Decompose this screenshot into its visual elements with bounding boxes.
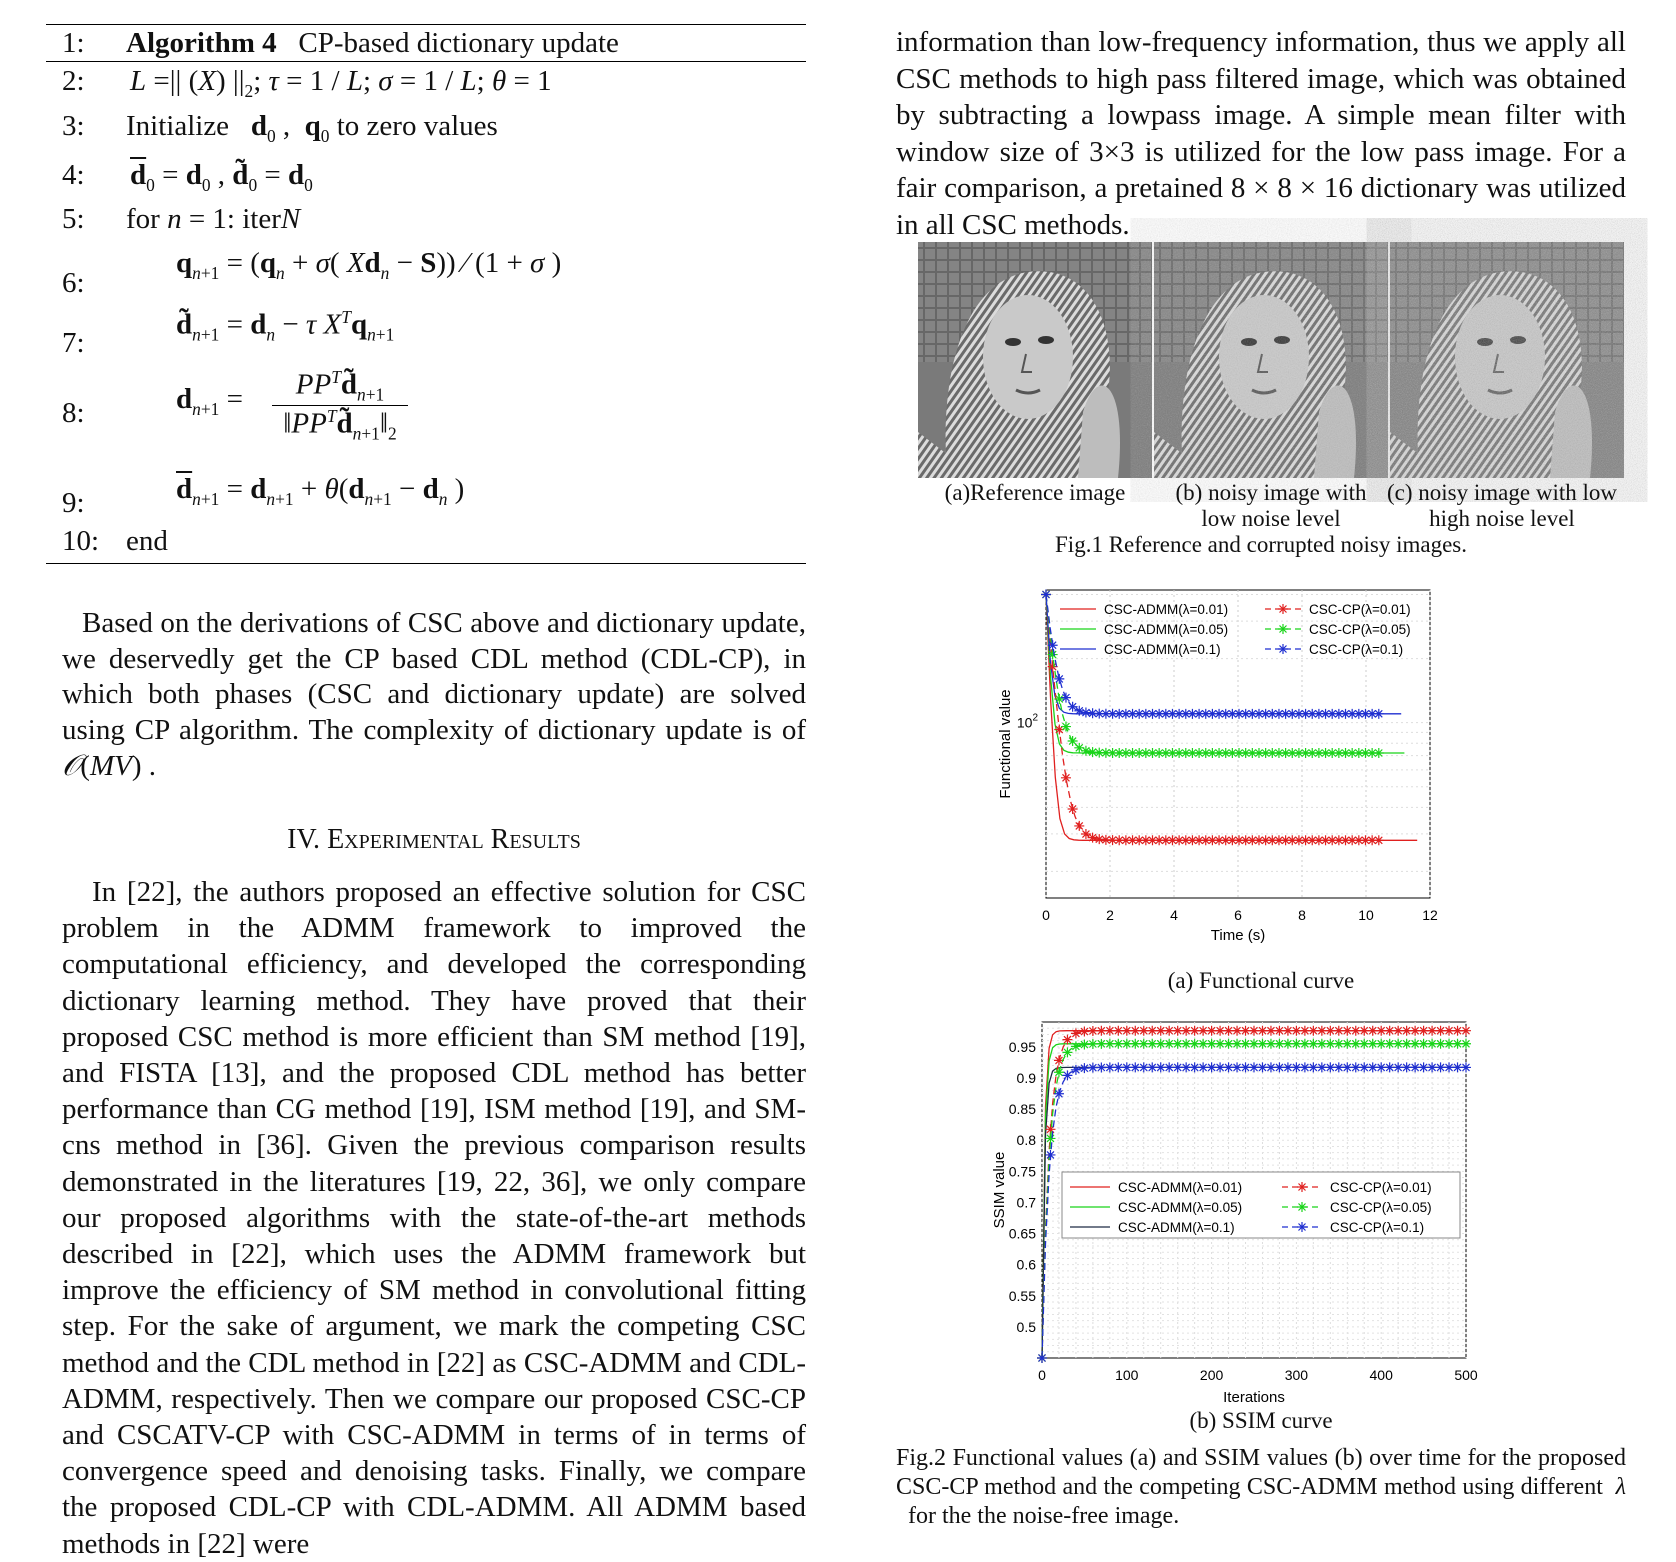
- legend-label: CSC-CP(λ=0.01): [1330, 1180, 1432, 1195]
- equation: $q_{n+1} = (q_n + \sigma$( $Xd_n - S$)) ∕ (1 + σ ): [176, 247, 562, 283]
- x-tick-label: 100: [1115, 1367, 1139, 1383]
- y-tick-label: 0.5: [1016, 1318, 1036, 1335]
- legend-marker: [1297, 1182, 1307, 1192]
- subcaption-line: (c) noisy image with low: [1387, 480, 1617, 505]
- legend-marker: [1278, 644, 1288, 654]
- legend-marker: [1297, 1202, 1307, 1212]
- algorithm-line-10: [46, 525, 806, 561]
- caption-text: Fig.2 Functional values (a) and SSIM values (b) over time for the proposed CSC-CP method and the competing CSC-ADMM method using different: [896, 1445, 1626, 1500]
- legend-label: CSC-ADMM(λ=0.1): [1118, 1220, 1235, 1235]
- noisy-image-high-graphic: [1390, 242, 1624, 478]
- series-marker: [1037, 1353, 1047, 1363]
- algorithm-line-3: 3: Initialize $d_0$ , $q_0$ to zero values: [62, 110, 498, 146]
- line-number: 1:: [62, 27, 85, 59]
- y-tick-exponent: 2: [1032, 712, 1038, 724]
- x-tick-label: 0: [1038, 1367, 1046, 1383]
- subcaption-line: (a)Reference image: [944, 480, 1126, 505]
- section-heading: [62, 824, 806, 856]
- x-tick-label: 4: [1170, 907, 1178, 923]
- y-tick-label: 0.55: [1008, 1287, 1036, 1304]
- zero-text: to zero values: [336, 110, 498, 142]
- legend-label: CSC-CP(λ=0.05): [1330, 1200, 1432, 1215]
- algorithm-title: [126, 25, 619, 61]
- end-keyword: end: [126, 525, 168, 557]
- noisy-image-high: [1390, 242, 1624, 478]
- subcaption-ssim: (b) SSIM curve: [1189, 1408, 1333, 1433]
- paragraph-highpass: information than low-frequency information, thus we apply all CSC methods to high pass filtered image, which was obtained by subtracting a lowpass image. A simple mean filter with window size of 3×3 is utilized for the low pass image. For a fair comparison, a pretained 8 × 8 × 16 dictionary was utilized in all CSC methods.: [896, 26, 1626, 241]
- x-tick-label: 2: [1106, 907, 1114, 923]
- x-tick-label: 200: [1199, 1367, 1224, 1383]
- x-tick-label: 10: [1358, 907, 1374, 923]
- y-tick-label: 0.7: [1016, 1194, 1036, 1211]
- legend-marker: [1278, 624, 1288, 634]
- y-tick-label: 0.75: [1008, 1163, 1036, 1180]
- section-title: Experimental Results: [327, 824, 581, 855]
- paragraph-text: Based on the derivations of CSC above and dictionary update, we deservedly get the CP based CDL method (CDL-CP), in which both phases (CSC and dictionary update) are solved using CP algorithm. The complexity of dictionary update is of: [62, 607, 806, 746]
- y-tick-label: 0.95: [1008, 1038, 1036, 1055]
- algorithm-line-8: [46, 367, 806, 463]
- algorithm-label: Algorithm 4: [126, 27, 277, 59]
- algorithm-line-9: [46, 473, 806, 523]
- line-number: 9:: [62, 487, 85, 519]
- algorithm-header: [46, 25, 806, 62]
- legend-marker: [1297, 1222, 1307, 1232]
- algorithm-line-4: [46, 159, 806, 195]
- fraction: $PP^Td̃_{n+1}$ $‖PP^Td̃_{n+1}‖_2$: [272, 367, 408, 445]
- subcaption-functional: (a) Functional curve: [1167, 968, 1355, 993]
- legend-label: CSC-ADMM(λ=0.01): [1118, 1180, 1243, 1195]
- subcaption-b: [1154, 480, 1388, 532]
- y-tick-label: [1017, 713, 1039, 731]
- reference-image-graphic: [918, 242, 1152, 478]
- x-axis-label: Time (s): [1210, 927, 1266, 944]
- y-tick-label: 0.85: [1008, 1101, 1036, 1118]
- x-tick-label: 0: [1042, 907, 1050, 923]
- legend-label: CSC-ADMM(λ=0.05): [1104, 622, 1229, 637]
- line-number: 7:: [62, 327, 85, 359]
- subcaption-a: [918, 480, 1152, 506]
- y-tick-label: 0.9: [1016, 1070, 1036, 1086]
- subcaption-line: high noise level: [1429, 506, 1575, 531]
- subcaption-c: [1378, 480, 1626, 532]
- paragraph-cdl-cp: Based on the derivations of CSC above and dictionary update, we deservedly get the CP based CDL method (CDL-CP), in which both phases (CSC and dictionary update) are solved using CP algorithm. The complexity of dictionary update is of 𝒪(MV) .: [62, 607, 806, 782]
- equation: $d̃_{n+1} = d_n - \tau$ $X^Tq_{n+1}$: [176, 307, 395, 345]
- line-number: 3:: [62, 110, 85, 142]
- x-tick-label: 12: [1422, 907, 1438, 923]
- y-tick-label: 0.6: [1016, 1256, 1036, 1273]
- caption-text-end: for the the noise-free image.: [908, 1503, 1180, 1529]
- line-number: 10:: [62, 525, 100, 557]
- initialize-text: Initialize: [126, 110, 230, 142]
- algorithm-name: CP-based dictionary update: [298, 27, 619, 59]
- y-axis-label: SSIM value: [991, 1151, 1008, 1229]
- subcaption-line: low noise level: [1201, 506, 1341, 531]
- legend-label: CSC-ADMM(λ=0.1): [1104, 642, 1221, 657]
- x-axis-label: Iterations: [1223, 1389, 1285, 1406]
- x-tick-label: 400: [1369, 1367, 1393, 1383]
- functional-value-chart: [992, 582, 1512, 944]
- figure-1-caption: Fig.1 Reference and corrupted noisy images.: [1055, 532, 1467, 557]
- subcaption-line: (b) noisy image with: [1175, 480, 1367, 505]
- x-tick-label: 300: [1284, 1367, 1309, 1383]
- algorithm-box: [46, 24, 806, 564]
- y-axis-label: Functional value: [997, 689, 1014, 799]
- x-tick-label: 8: [1298, 907, 1306, 923]
- algorithm-line-2: [46, 65, 806, 101]
- legend-label: CSC-CP(λ=0.05): [1309, 622, 1411, 637]
- noisy-image-low: [1154, 242, 1388, 478]
- line-number: 8:: [62, 397, 85, 429]
- algorithm-line-6: [46, 247, 806, 303]
- legend-label: CSC-CP(λ=0.1): [1309, 642, 1404, 657]
- line-number: 2:: [62, 65, 85, 97]
- equation: $\overline{d}_{n+1} = d_{n+1} + \theta(d_{n+1} - d_n$ ): [176, 473, 465, 509]
- figure-2-caption: Fig.2 Functional values (a) and SSIM values (b) over time for the proposed CSC-CP method and the competing CSC-ADMM method using different λ for the the noise-free image.: [896, 1445, 1627, 1529]
- y-tick-label: 0.8: [1016, 1132, 1036, 1149]
- x-tick-label: 500: [1454, 1367, 1478, 1383]
- legend-label: CSC-CP(λ=0.01): [1309, 602, 1411, 617]
- equation: L =|| (X) $||_2$; τ = 1 / L; σ = 1 / L; θ = 1: [130, 65, 552, 101]
- figure-1-images: [918, 242, 1624, 478]
- noisy-image-low-graphic: [1154, 242, 1388, 478]
- section-number: IV.: [287, 824, 321, 855]
- y-tick-label: 0.65: [1008, 1225, 1036, 1242]
- equation: $d_{n+1}$ =: [176, 383, 243, 419]
- legend: [1062, 1172, 1460, 1238]
- reference-image: [918, 242, 1152, 478]
- algorithm-line-5: 5: for n = 1: iterN: [62, 203, 301, 235]
- left-column: [46, 24, 806, 1560]
- legend-label: CSC-ADMM(λ=0.01): [1104, 602, 1229, 617]
- paragraph-experiments: In [22], the authors proposed an effective solution for CSC problem in the ADMM framework to improved the computational efficiency, and developed the corresponding dictionary learning method. They have proved that their proposed CSC method is more efficient than SM method [19], and FISTA [13], and the proposed CDL method has better performance than CG method [19], ISM method [19], and SM-cns method in [36]. Given the previous comparison results demonstrated in the literatures [19, 22, 36], we only compare our proposed algorithms with the state-of-the-art methods described in [22], which uses the ADMM framework but improve the efficiency of SM method in convolutional fitting step. For the sake of argument, we mark the competing CSC method and the CDL method in [22] as CSC-ADMM and CDL-ADMM, respectively. Then we compare our proposed CSC-CP and CSCATV-CP with CSC-ADMM in terms of in terms of convergence speed and denoising tasks. Finally, we compare the proposed CDL-CP with CDL-ADMM. All ADMM based methods in [22] were: [62, 876, 806, 1560]
- line-number: 6:: [62, 267, 85, 299]
- algorithm-line-7: [46, 307, 806, 363]
- y-tick-base: 10: [1016, 714, 1033, 731]
- equation: $\overline{d}_0 = d_0$ , $d̃_0 = d_0$: [130, 159, 313, 195]
- line-number: 5:: [62, 203, 85, 235]
- for-keyword: for: [126, 203, 160, 235]
- legend-label: CSC-CP(λ=0.1): [1330, 1220, 1425, 1235]
- ssim-chart: [991, 1016, 1512, 1406]
- legend-label: CSC-ADMM(λ=0.05): [1118, 1200, 1243, 1215]
- line-number: 4:: [62, 159, 85, 191]
- x-tick-label: 6: [1234, 907, 1242, 923]
- legend-marker: [1278, 604, 1288, 614]
